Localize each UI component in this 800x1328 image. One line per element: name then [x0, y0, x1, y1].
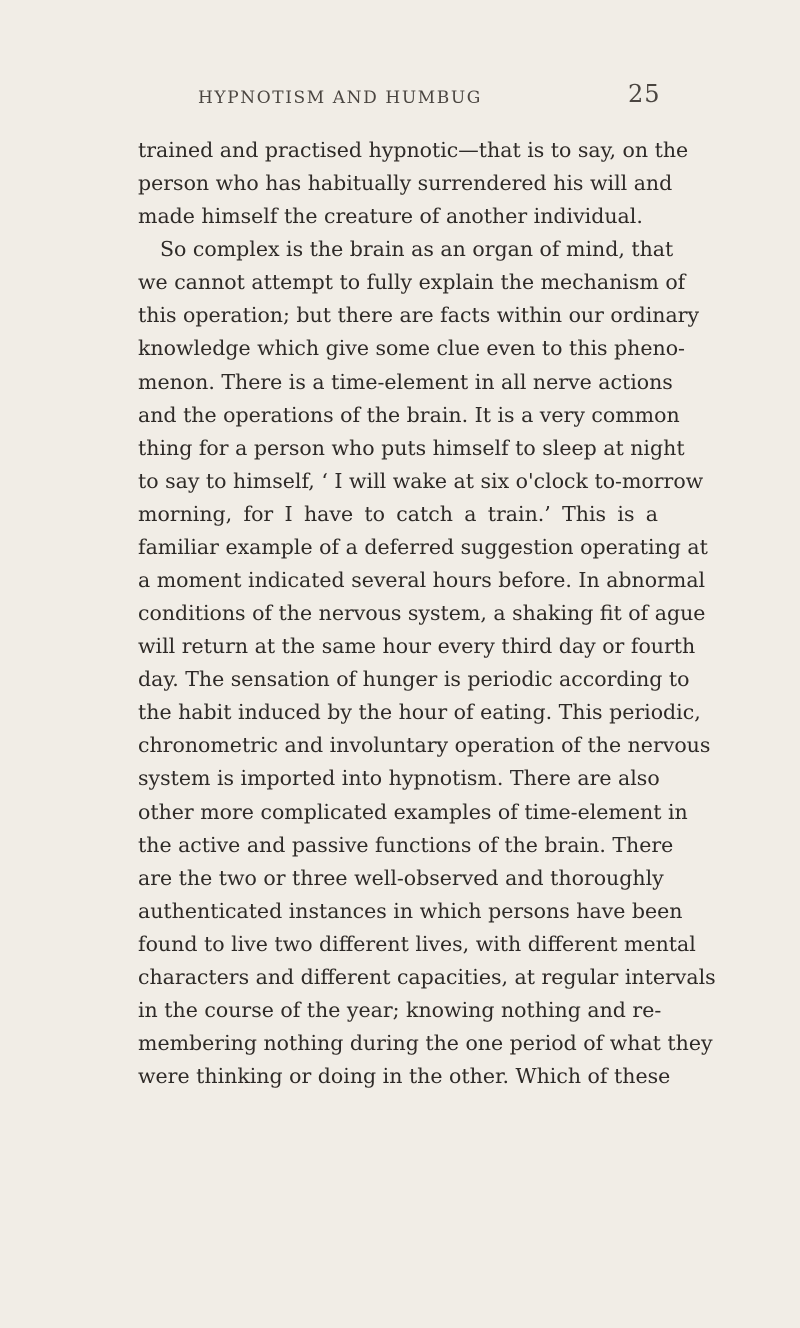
text-line: the habit induced by the hour of eating. This periodic,: [138, 700, 701, 725]
text-line: day. The sensation of hunger is periodic according to: [138, 667, 690, 692]
text-line: chronometric and involuntary operation of the nervous: [138, 733, 711, 758]
text-line: and the operations of the brain. It is a very common: [138, 402, 680, 427]
text-line: trained and practised hypnotic—that is to say, on the: [138, 138, 689, 162]
running-head: [0, 80, 800, 110]
text-line: conditions of the nervous system, a shaking fit of ague: [138, 601, 706, 626]
text-line: other more complicated examples of time-element in: [138, 799, 688, 824]
text-line: found to live two different lives, with different mental: [138, 931, 696, 956]
text-line: menon. There is a time-element in all nerve actions: [138, 369, 673, 394]
text-line: So complex is the brain as an organ of mind, that: [160, 237, 674, 262]
text-line: were thinking or doing in the other. Which of these: [138, 1064, 671, 1089]
text-line: we cannot attempt to fully explain the mechanism of: [138, 270, 686, 295]
text-line: characters and different capacities, at regular intervals: [138, 964, 716, 989]
text-line: person who has habitually surrendered his will and: [138, 171, 673, 196]
text-line: a moment indicated several hours before. In abnormal: [138, 568, 706, 593]
text-line: morning, for I have to catch a train.’ This is a: [138, 501, 658, 526]
text-line: thing for a person who puts himself to sleep at night: [138, 435, 685, 460]
text-line: in the course of the year; knowing nothing and re-: [138, 998, 662, 1023]
text-line: authenticated instances in which persons have been: [138, 898, 683, 923]
body-text: [138, 134, 716, 1093]
text-line: knowledge which give some clue even to this pheno-: [138, 336, 685, 361]
running-title: HYPNOTISM AND HUMBUG: [198, 88, 482, 108]
text-line: will return at the same hour every third day or fourth: [138, 634, 696, 659]
text-line: to say to himself, ‘ I will wake at six o'clock to-morrow: [138, 468, 704, 493]
text-line: made himself the creature of another individual.: [138, 204, 643, 229]
text-line: this operation; but there are facts within our ordinary: [138, 303, 700, 328]
text-line: the active and passive functions of the brain. There: [138, 832, 674, 857]
text-line: system is imported into hypnotism. There are also: [138, 766, 660, 791]
text-line: are the two or three well-observed and thoroughly: [138, 865, 664, 890]
text-line: familiar example of a deferred suggestion operating at: [138, 534, 708, 559]
text-line: membering nothing during the one period of what they: [138, 1031, 713, 1056]
page-number: 25: [628, 80, 661, 108]
